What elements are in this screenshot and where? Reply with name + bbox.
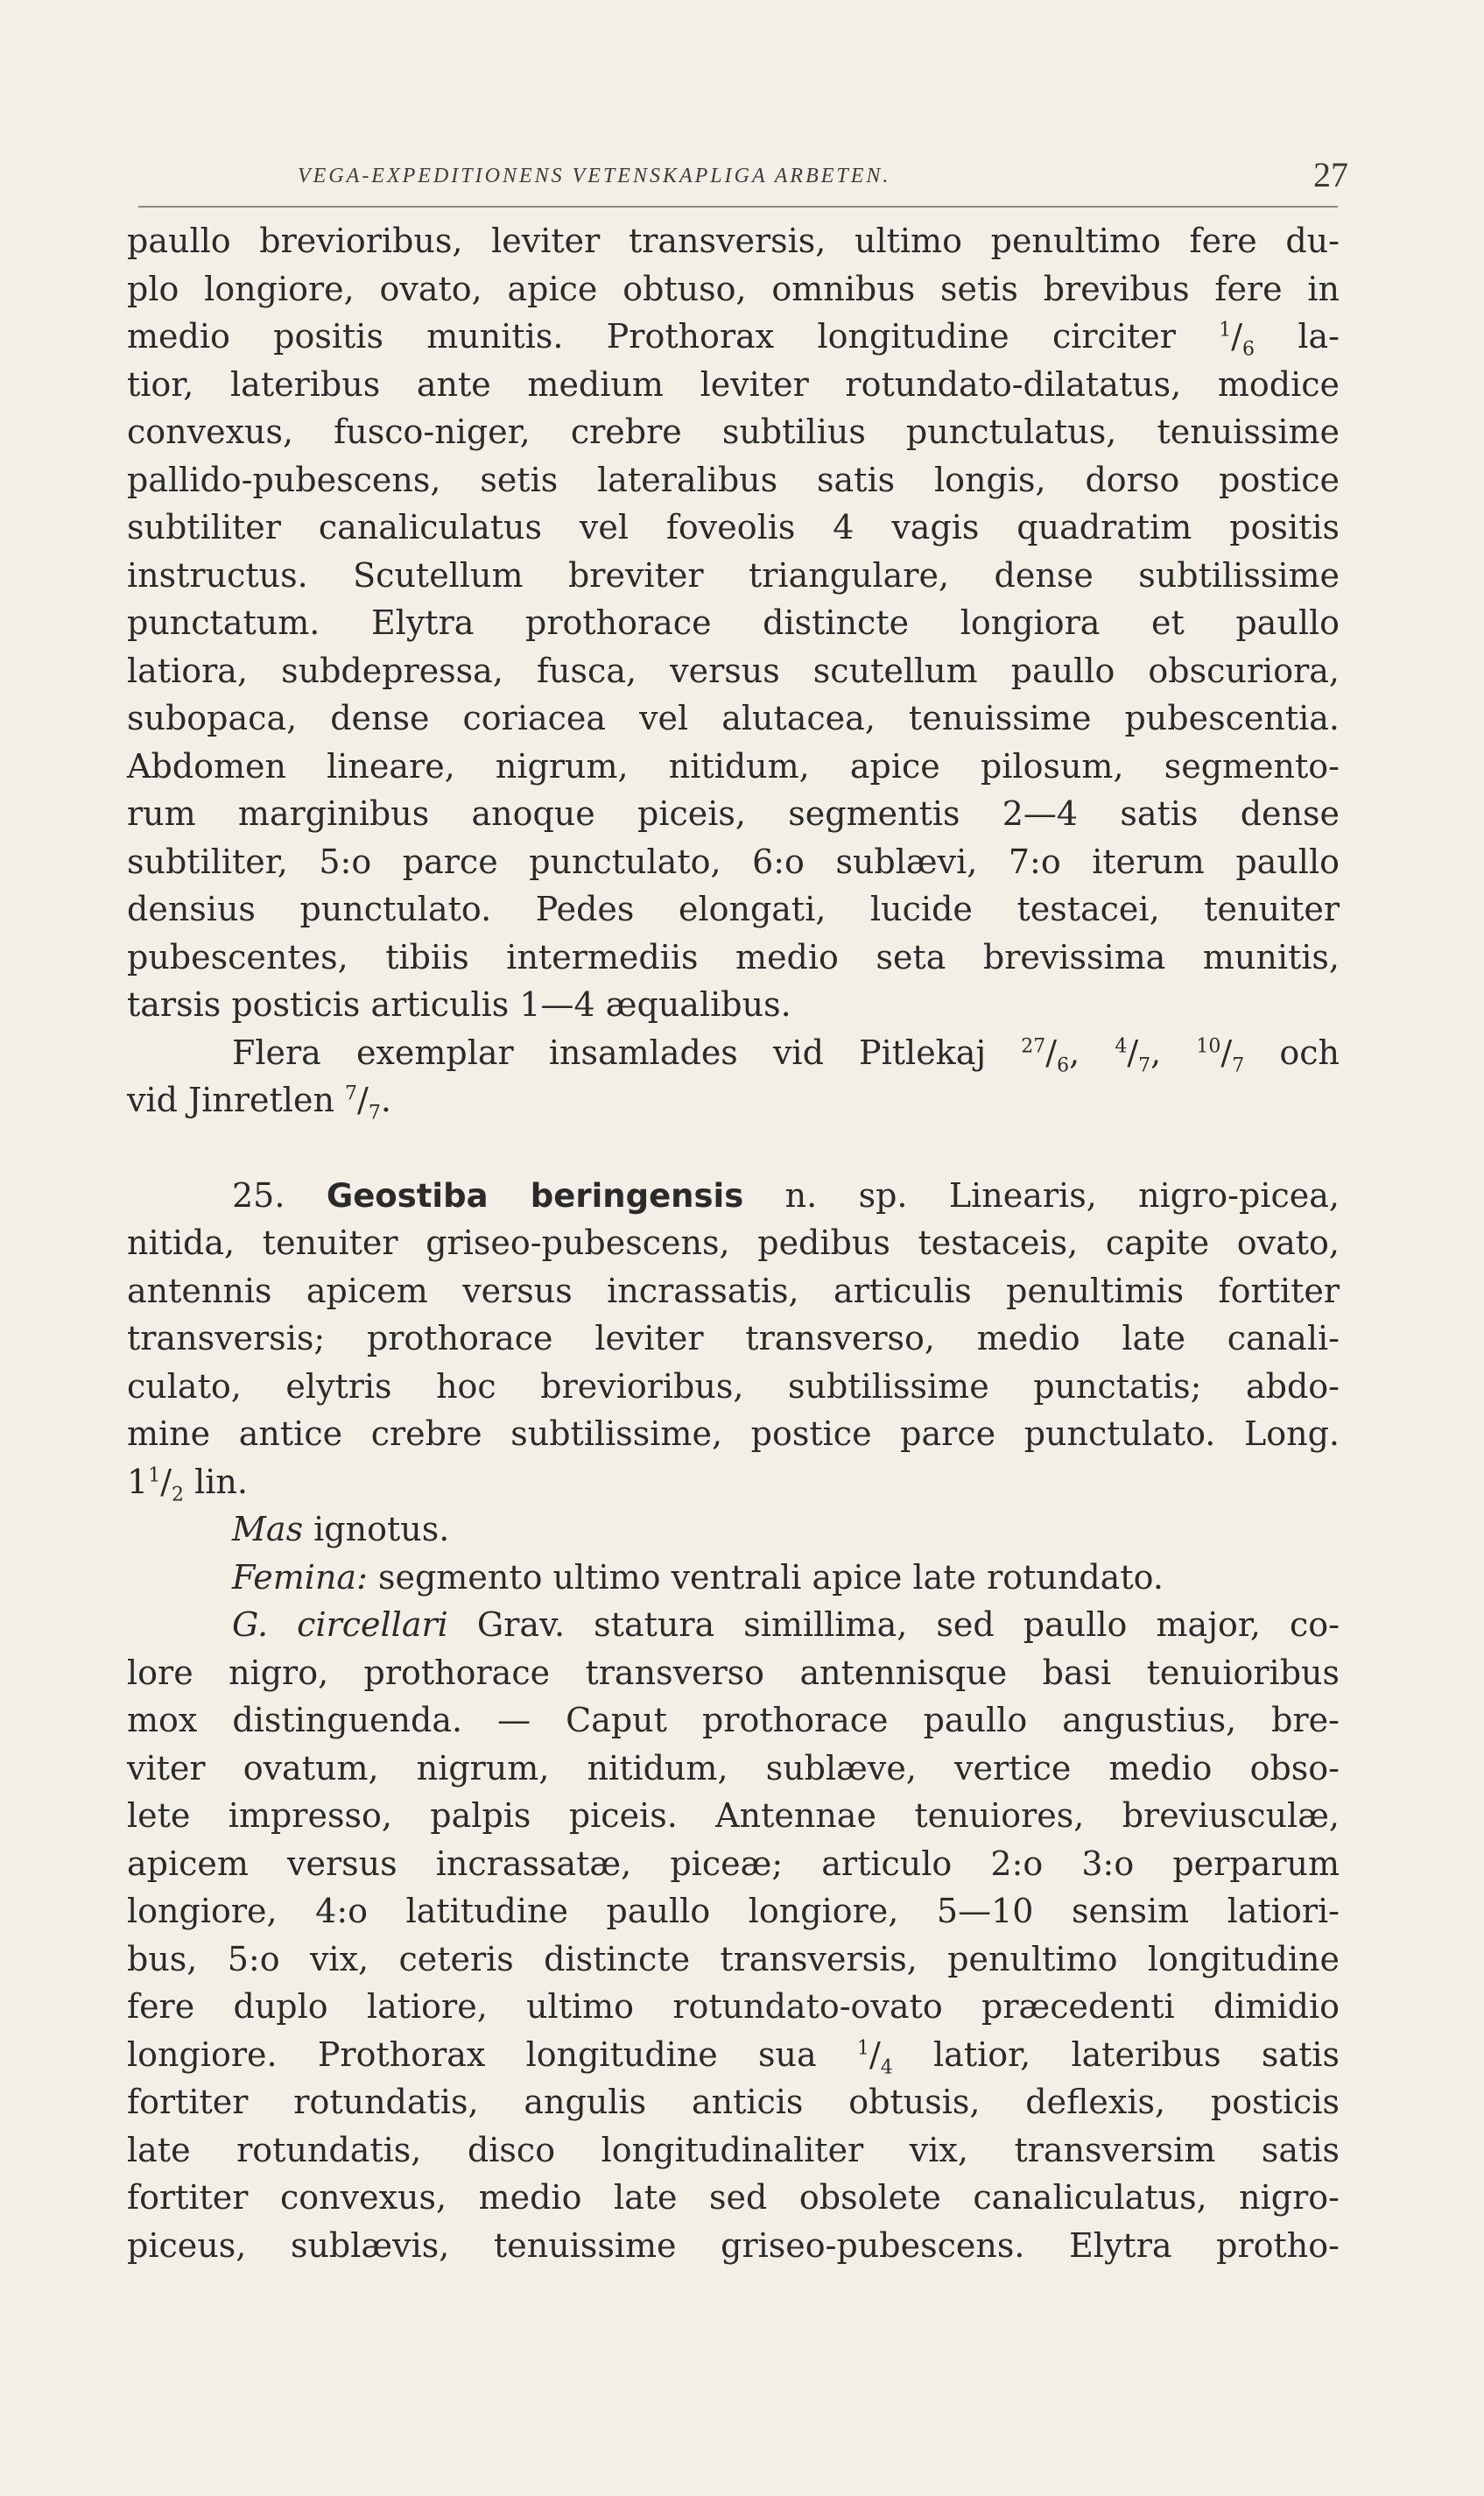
text-line: piceus, sublævis, tenuissime griseo-pubescens. Elytra protho-	[127, 2225, 1340, 2265]
text-line: viter ovatum, nigrum, nitidum, sublæve, vertice medio obso-	[127, 1748, 1340, 1787]
text-line: vid Jinretlen $^7/_7$.	[127, 1081, 391, 1125]
body-text	[127, 217, 1340, 2269]
text-line: convexus, fusco-niger, crebre subtilius punctulatus, tenuissime	[127, 412, 1340, 451]
paragraph-gap	[127, 1125, 1340, 1172]
text-line: subtiliter, 5:o parce punctulato, 6:o sublævi, 7:o iterum paullo	[127, 842, 1340, 881]
text-line: fere duplo latiore, ultimo rotundato-ovato præcedenti dimidio	[127, 1987, 1340, 2026]
text-line: Femina: segmento ultimo ventrali apice late rotundato.	[232, 1557, 1164, 1597]
text-line: late rotundatis, disco longitudinaliter vix, transversim satis	[127, 2130, 1340, 2169]
text-line: medio positis munitis. Prothorax longitudine circiter $^1/_6$ la-	[127, 317, 1340, 361]
text-line: latiora, subdepressa, fusca, versus scutellum paullo obscuriora,	[127, 651, 1340, 690]
text-line: Flera exemplar insamlades vid Pitlekaj $^{27}/_6$, $^4/_7$, $^{10}/_7$ och	[232, 1033, 1340, 1077]
text-line: transversis; prothorace leviter transverso, medio late canali-	[127, 1319, 1340, 1357]
text-line: culato, elytris hoc brevioribus, subtilissime punctatis; abdo-	[127, 1366, 1340, 1406]
text-line: mox distinguenda. — Caput prothorace paullo angustius, bre-	[127, 1701, 1340, 1739]
text-line: longiore, 4:o latitudine paullo longiore, 5—10 sensim latiori-	[127, 1892, 1340, 1930]
text-line: fortiter convexus, medio late sed obsolete canaliculatus, nigro-	[127, 2178, 1340, 2217]
text-line: instructus. Scutellum breviter triangulare, dense subtilissime	[127, 555, 1340, 595]
text-line: subopaca, dense coriacea vel alutacea, tenuissime pubescentia.	[127, 699, 1340, 737]
text-line: tior, lateribus ante medium leviter rotundato-dilatatus, modice	[127, 364, 1340, 404]
text-line: lete impresso, palpis piceis. Antennae tenuiores, breviusculæ,	[127, 1796, 1340, 1835]
text-line: antennis apicem versus incrassatis, articulis penultimis fortiter	[127, 1271, 1340, 1310]
text-line: punctatum. Elytra prothorace distincte longiora et paullo	[127, 603, 1340, 642]
text-line: plo longiore, ovato, apice obtuso, omnibus setis brevibus fere in	[127, 269, 1340, 308]
text-line: pallido-pubescens, setis lateralibus satis longis, dorso postice	[127, 460, 1340, 499]
header-rule	[138, 206, 1338, 208]
text-line: lore nigro, prothorace transverso antennisque basi tenuioribus	[127, 1653, 1340, 1692]
running-header: VEGA-EXPEDITIONENS VETENSKAPLIGA ARBETEN.	[298, 165, 891, 187]
text-line: longiore. Prothorax longitudine sua $^1/_4$ latior, lateribus satis	[127, 2034, 1340, 2079]
text-line: nitida, tenuiter griseo-pubescens, pedibus testaceis, capite ovato,	[127, 1223, 1340, 1262]
text-line: $1^1/_2$ lin.	[127, 1462, 248, 1506]
text-line: tarsis posticis articulis 1—4 æqualibus.	[127, 985, 791, 1024]
text-line: subtiliter canaliculatus vel foveolis 4 vagis quadratim positis	[127, 508, 1340, 546]
page-number: 27	[1313, 155, 1348, 194]
text-line: paullo brevioribus, leviter transversis, ultimo penultimo fere du-	[127, 222, 1340, 260]
text-line: pubescentes, tibiis intermediis medio seta brevissima munitis,	[127, 937, 1340, 977]
text-line: fortiter rotundatis, angulis anticis obtusis, deflexis, posticis	[127, 2083, 1340, 2121]
text-line: Abdomen lineare, nigrum, nitidum, apice pilosum, segmento-	[127, 746, 1340, 786]
text-line: bus, 5:o vix, ceteris distincte transversis, penultimo longitudine	[127, 1939, 1340, 1978]
text-line: apicem versus incrassatæ, piceæ; articulo 2:o 3:o perparum	[127, 1844, 1340, 1883]
text-line: mine antice crebre subtilissime, postice parce punctulato. Long.	[127, 1414, 1340, 1453]
text-line: rum marginibus anoque piceis, segmentis 2—4 satis dense	[127, 794, 1340, 833]
species-heading-line: 25. Geostiba beringensis n. sp. Linearis, nigro-picea,	[232, 1175, 1340, 1215]
text-line: Mas ignotus.	[232, 1510, 450, 1548]
text-line: densius punctulato. Pedes elongati, lucide testacei, tenuiter	[127, 890, 1340, 928]
text-line: G. circellari Grav. statura simillima, sed paullo major, co-	[232, 1605, 1340, 1644]
species-name: Geostiba beringensis	[326, 1176, 744, 1215]
